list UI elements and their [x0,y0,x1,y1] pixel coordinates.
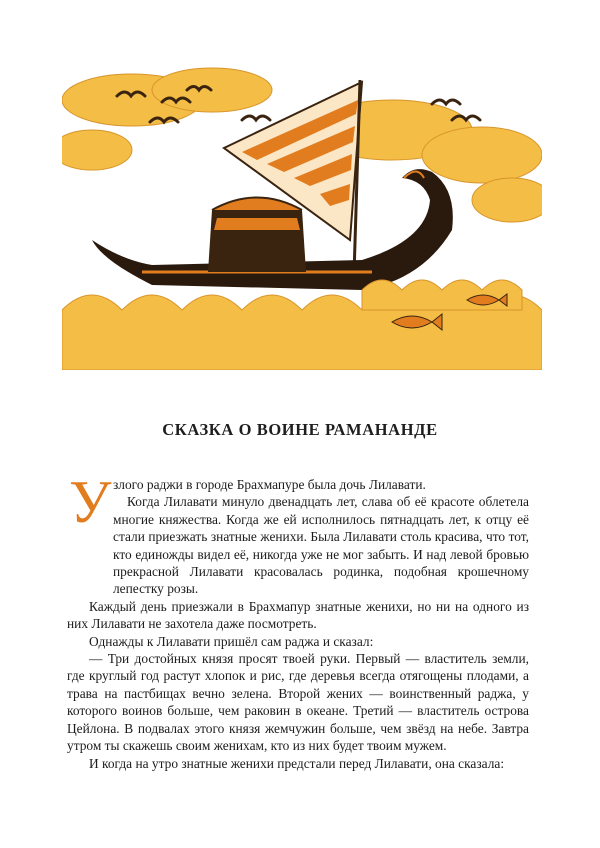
story-text [67,469,529,772]
waves [62,280,542,370]
paragraph-3: Каждый день приезжали в Брахмапур знатные женихи, но ни на одного из них Лилавати не захотела даже посмотреть. [67,598,529,632]
paragraph-5: — Три достойных князя просят твоей руки. Первый — властитель земли, где круглый год растут хлопок и рис, где деревья всегда отягощены плодами, а трава на пастбищах вечно зелена. Второй жених — воинственный раджа, у которого воинов больше, чем раковин в океане. Третий — властитель острова Цейлона. В подвалах этого князя жемчужин больше, чем звёзд на небе. Завтра утром ты скажешь своим женихам, кто из них будет твоим мужем. [67,651,529,754]
paragraph-2: Когда Лилавати минуло двенадцать лет, слава об её красоте облетела многие княжества. Когда же ей исполнилось пятнадцать лет, к отцу её стали приезжать знатные женихи. Была Лилавати столь красива, что тот, кто единожды видел её, никогда уже не мог забыть. И над левой бровью прекрасной Лилавати красовалась родинка, подобная крошечному лепестку розы. [113,494,529,597]
ship-hull [92,169,453,290]
drop-cap: У [69,469,112,535]
paragraph-1: злого раджи в городе Брахмапуре была дочь Лилавати. [113,477,426,492]
story-title: СКАЗКА О ВОИНЕ РАМАНАНДЕ [162,420,438,439]
paragraph-4: Однажды к Лилавати пришёл сам раджа и сказал: [89,633,374,649]
ship-illustration [62,60,542,370]
paragraph-6: И когда на утро знатные женихи предстали перед Лилавати, она сказала: [89,755,505,771]
first-paragraph [67,469,529,598]
